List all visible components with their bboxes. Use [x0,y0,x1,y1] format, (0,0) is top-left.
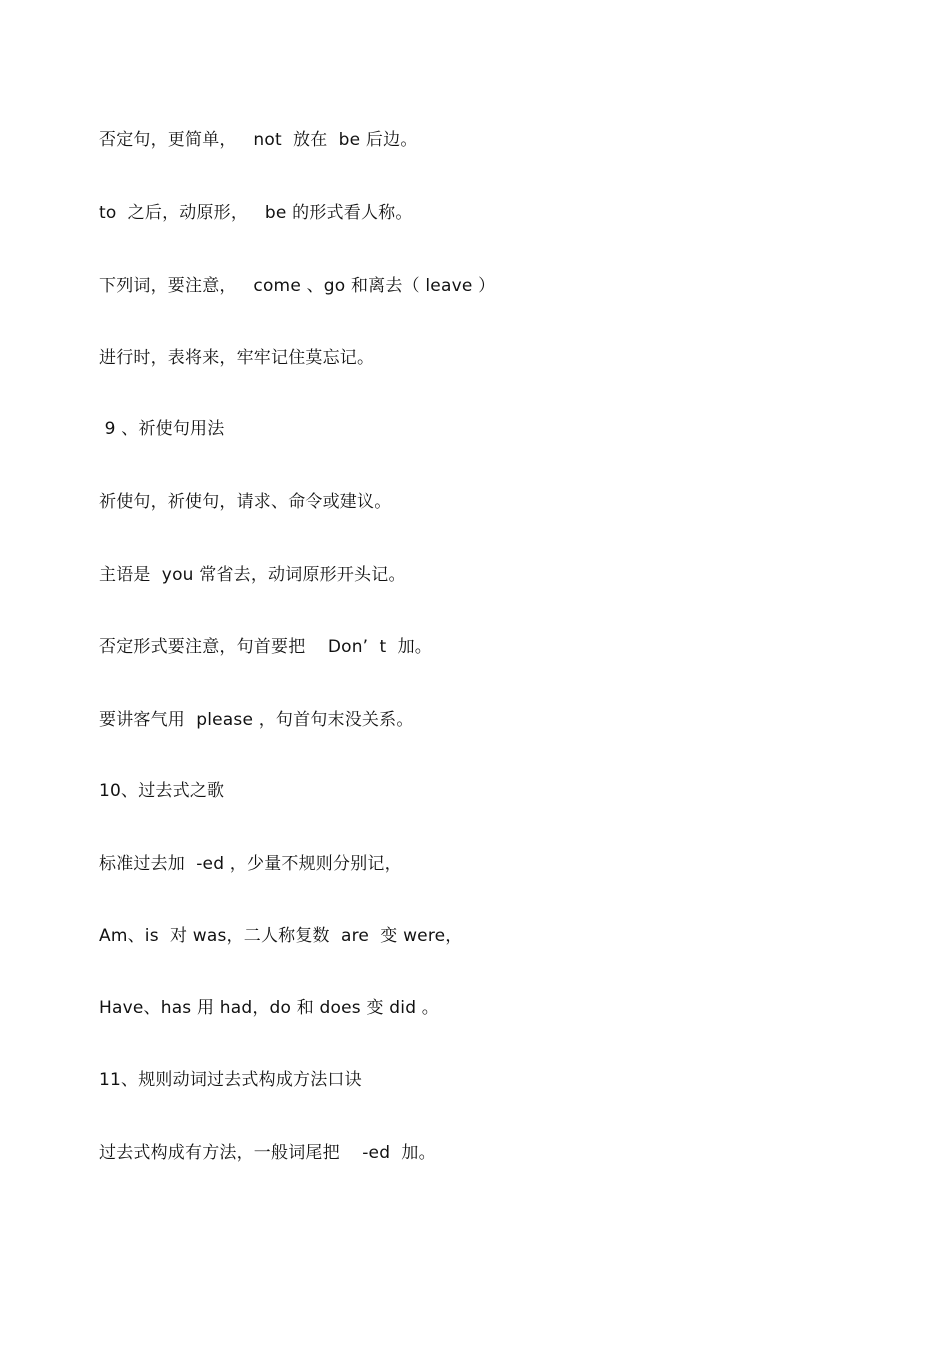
text-line: 下列词，要注意， come 、go 和离去（ leave ） [99,276,496,296]
section-heading: 9 、祈使句用法 [99,419,225,439]
text-line: 标准过去加 -ed ，少量不规则分别记， [99,854,402,874]
section-heading: 10、过去式之歌 [99,781,225,801]
text-line: 否定形式要注意，句首要把 Don’ t 加。 [99,637,432,657]
text-line: Have、has 用 had，do 和 does 变 did 。 [99,998,439,1018]
text-line: 要讲客气用 please ，句首句末没关系。 [99,710,414,730]
text-line: 主语是 you 常省去，动词原形开头记。 [99,565,406,585]
text-line: 过去式构成有方法，一般词尾把 -ed 加。 [99,1143,436,1163]
text-line: to 之后，动原形， be 的形式看人称。 [99,203,413,223]
text-line: 祈使句，祈使句，请求、命令或建议。 [99,492,392,512]
text-line: 进行时，表将来，牢牢记住莫忘记。 [99,348,375,368]
section-heading: 11、规则动词过去式构成方法口诀 [99,1070,362,1090]
text-line: 否定句，更简单， not 放在 be 后边。 [99,130,418,150]
text-line: Am、is 对 was，二人称复数 are 变 were， [99,926,463,946]
